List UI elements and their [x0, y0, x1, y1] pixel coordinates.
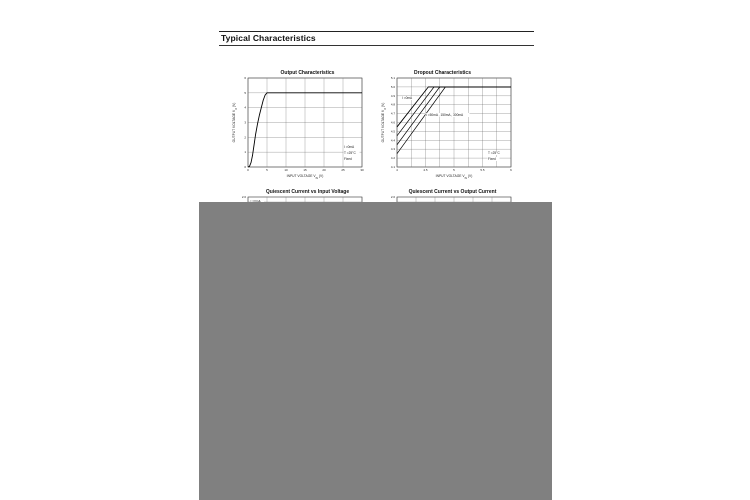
y-tick-label: 4.2: [390, 156, 395, 161]
y-tick-label: 0: [244, 165, 246, 169]
y-tick-label: 5.1: [390, 76, 395, 80]
x-tick-label: 30: [360, 168, 364, 172]
chart-title-dropout: Dropout Characteristics: [414, 70, 471, 76]
annotation-text: I =0mA: [344, 145, 355, 149]
y-tick-label: 5: [244, 90, 246, 95]
y-tick-label: 2.0: [390, 195, 395, 199]
annotation-text: T =25°C: [344, 151, 356, 155]
x-tick-label: 6: [510, 168, 512, 172]
y-axis-label: OUTPUT VOLTAGE $V_O$ (V): [232, 102, 238, 143]
x-axis-label: INPUT VOLTAGE $V_{IN}$ (V): [286, 174, 324, 180]
y-tick-label: 4.5: [390, 129, 395, 134]
y-tick-label: 4.9: [390, 93, 395, 98]
y-tick-label: 2.0: [241, 195, 246, 199]
x-tick-label: 5: [266, 168, 268, 172]
gray-overlay: [199, 202, 552, 500]
chart-title-iq-vin: Quiescent Current vs Input Voltage: [265, 189, 350, 195]
x-tick-label: 10: [284, 168, 288, 172]
section-heading-text: Typical Characteristics: [221, 33, 316, 43]
y-tick-label: 6: [244, 76, 246, 80]
y-tick-label: 1: [244, 150, 246, 155]
annotation-text: I =0mA: [402, 96, 413, 100]
y-tick-label: 3: [244, 120, 246, 125]
y-tick-label: 2: [244, 135, 246, 140]
x-tick-label: 5: [453, 168, 455, 172]
x-tick-label: 20: [322, 168, 326, 172]
x-tick-label: 4: [396, 168, 398, 172]
x-tick-label: 4.5: [423, 168, 428, 172]
x-tick-label: 25: [341, 168, 345, 172]
section-heading: [219, 31, 534, 46]
y-tick-label: 5.0: [390, 84, 395, 89]
annotation-text: Fixed: [488, 157, 496, 161]
y-axis-label: OUTPUT VOLTAGE $V_O$ (V): [381, 102, 387, 143]
annotation-text: Fixed: [344, 157, 352, 161]
y-tick-label: 4: [244, 105, 246, 110]
chart-title-output: Output Characteristics: [280, 70, 335, 76]
x-axis-label: INPUT VOLTAGE $V_{IN}$ (V): [435, 174, 473, 180]
y-tick-label: 4.8: [390, 102, 395, 107]
y-tick-label: 4.4: [390, 138, 395, 143]
chart-dropout-characteristics: [380, 74, 530, 186]
x-tick-label: 5.5: [480, 168, 485, 172]
annotation-text: I =50mA , 150mA , 300mA: [426, 113, 464, 117]
chart-output-characteristics: [228, 74, 378, 186]
annotation-text: T =25°C: [488, 151, 500, 155]
y-tick-label: 4.1: [390, 165, 395, 169]
y-tick-label: 4.7: [390, 111, 395, 116]
y-tick-label: 4.6: [390, 120, 395, 125]
y-tick-label: 4.3: [390, 147, 395, 152]
x-tick-label: 15: [303, 168, 307, 172]
x-tick-label: 0: [247, 168, 249, 172]
chart-title-iq-iout: Quiescent Current vs Output Current: [408, 189, 497, 195]
